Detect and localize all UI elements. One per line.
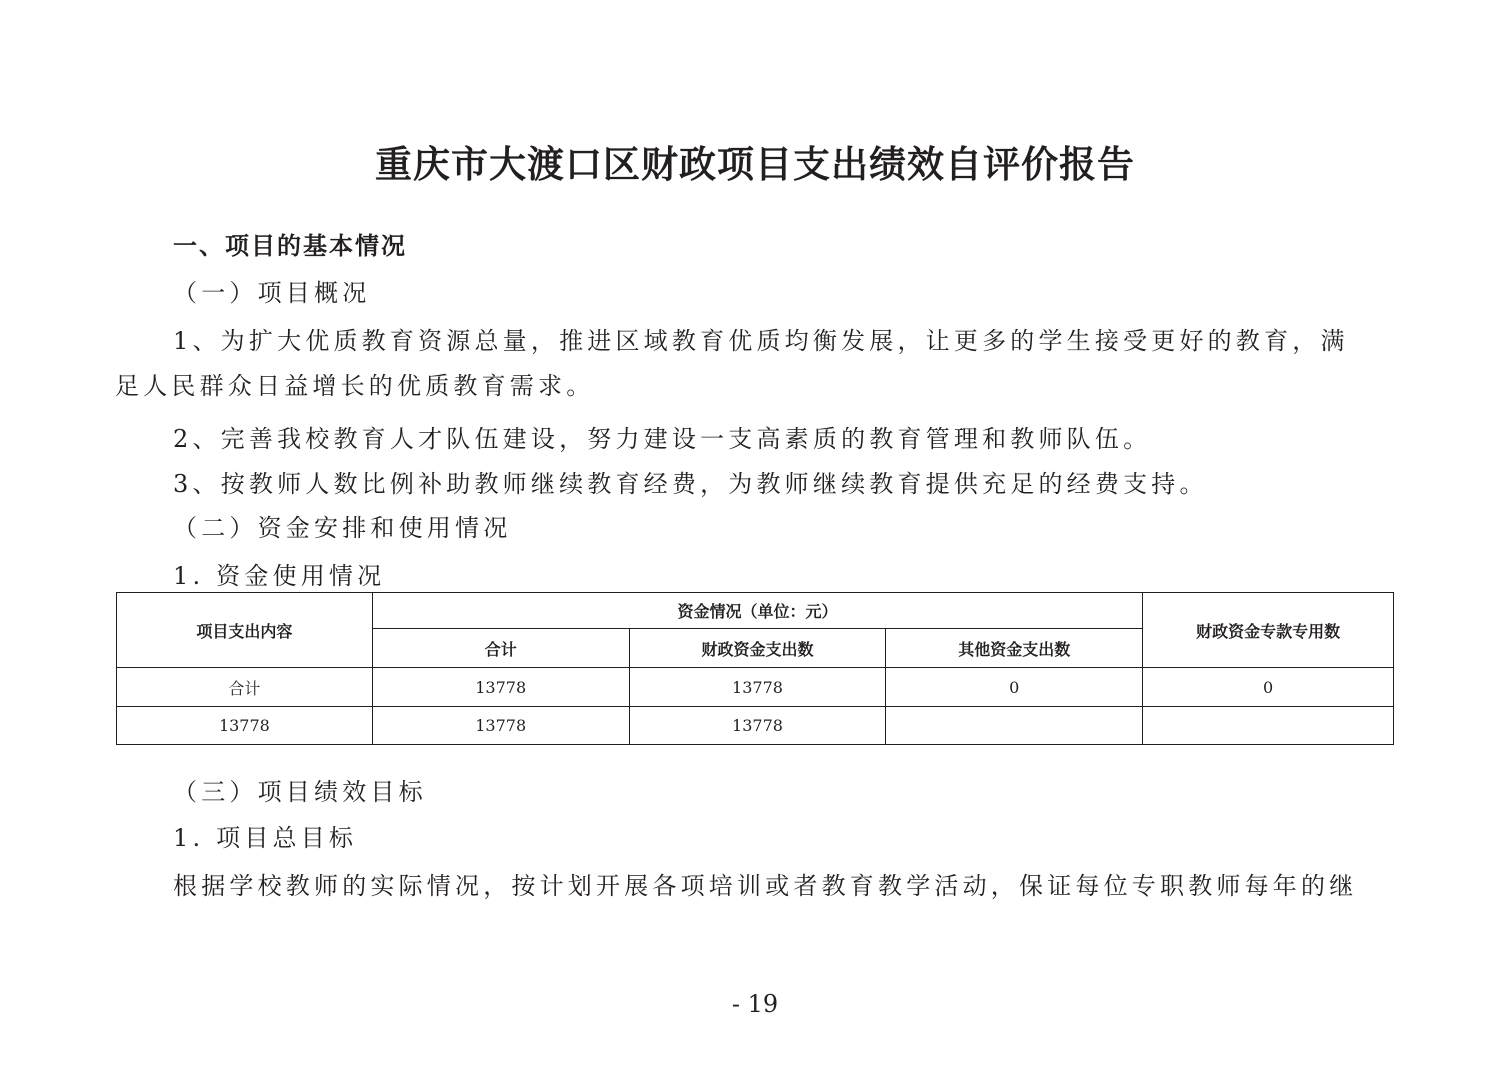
header-total: 合计 — [372, 629, 629, 668]
header-other: 其他资金支出数 — [886, 629, 1143, 668]
paragraph: 2、完善我校教育人才队伍建设，努力建设一支高素质的教育管理和教师队伍。 — [173, 425, 1152, 453]
cell: 13778 — [629, 707, 886, 745]
cell — [1143, 707, 1394, 745]
table-row — [117, 707, 1394, 745]
page-number: - 19 — [731, 990, 779, 1018]
cell: 13778 — [372, 668, 629, 707]
cell: 0 — [886, 668, 1143, 707]
paragraph: 1、为扩大优质教育资源总量，推进区域教育优质均衡发展，让更多的学生接受更好的教育，满 — [173, 327, 1349, 355]
paragraph: 足人民群众日益增长的优质教育需求。 — [115, 372, 595, 400]
header-special: 财政资金专款专用数 — [1143, 593, 1394, 668]
cell — [886, 707, 1143, 745]
header-content: 项目支出内容 — [117, 593, 373, 668]
header-fiscal: 财政资金支出数 — [629, 629, 886, 668]
funds-table — [116, 592, 1394, 745]
header-funds: 资金情况（单位：元） — [372, 593, 1142, 629]
paragraph: 根据学校教师的实际情况，按计划开展各项培训或者教育教学活动，保证每位专职教师每年的继 — [173, 872, 1358, 900]
subsection-heading: （一）项目概况 — [173, 279, 371, 307]
cell: 13778 — [629, 668, 886, 707]
paragraph: 3、按教师人数比例补助教师继续教育经费，为教师继续教育提供充足的经费支持。 — [173, 470, 1208, 498]
subsection-heading: 1. 项目总目标 — [173, 824, 358, 852]
cell: 合计 — [117, 668, 373, 707]
subsection-heading: （三）项目绩效目标 — [173, 778, 427, 806]
cell: 13778 — [372, 707, 629, 745]
cell: 0 — [1143, 668, 1394, 707]
subsection-heading: 1. 资金使用情况 — [173, 562, 386, 590]
subsection-heading: （二）资金安排和使用情况 — [173, 514, 512, 542]
cell: 13778 — [117, 707, 373, 745]
table-row — [117, 668, 1394, 707]
section-heading: 一、项目的基本情况 — [173, 232, 407, 260]
document-title: 重庆市大渡口区财政项目支出绩效自评价报告 — [375, 143, 1135, 186]
